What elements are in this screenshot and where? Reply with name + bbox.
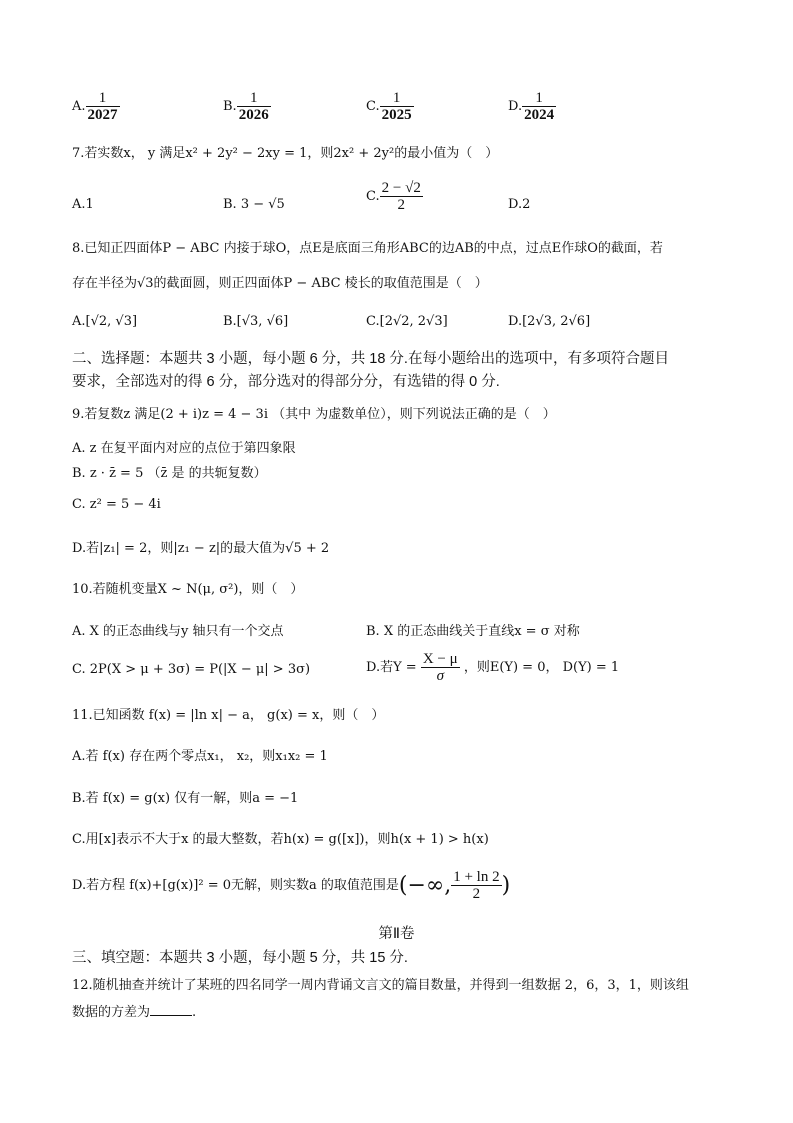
option-letter: B. — [223, 99, 237, 114]
fraction-numerator: 1 — [86, 90, 120, 107]
q9-option-d: D.若|z₁| = 2，则|z₁ − z|的最大值为√5 + 2 — [72, 541, 330, 556]
q10-option-d — [366, 651, 619, 684]
q11-option-b: B.若 f(x) = g(x) 仅有一解，则a = −1 — [72, 791, 299, 806]
option-letter: C. — [366, 189, 380, 204]
fraction-numerator: 2 − √2 — [381, 180, 421, 196]
q6-option-d — [508, 90, 556, 123]
q9-option-c: C. z² = 5 − 4i — [72, 497, 161, 512]
fraction-denominator: σ — [436, 668, 444, 684]
q9-stem: 9.若复数z 满足(2 + i)z = 4 − 3i （其中 为虚数单位），则下列说法正确的是（ ） — [72, 407, 556, 422]
q6-option-a — [72, 90, 120, 123]
option-letter: A. — [72, 99, 86, 114]
q7-option-d: D.2 — [508, 197, 531, 212]
q11-option-d — [72, 869, 510, 902]
q10-option-c: C. 2P(X > μ + 3σ) = P(|X − μ| > 3σ) — [72, 662, 311, 677]
range-open: (−∞, — [398, 873, 452, 898]
option-letter: D. — [508, 99, 523, 114]
section2-heading-line2: 要求，全部选对的得 6 分，部分选对的得部分分，有选错的得 0 分. — [72, 374, 500, 390]
option-letter: C. — [366, 99, 380, 114]
option-text: ，则E(Y) = 0， D(Y) = 1 — [463, 660, 620, 675]
answer-blank[interactable] — [150, 1015, 192, 1016]
fraction-denominator: 2024 — [524, 107, 555, 123]
option-text: D.若Y = — [366, 660, 417, 675]
q6-option-a-fraction — [86, 90, 120, 123]
q12-stem-line1: 12.随机抽查并统计了某班的四名同学一周内背诵文言文的篇目数量，并得到一组数据 2，6，3，1，则该组 — [72, 978, 689, 993]
q12-period: . — [192, 1005, 197, 1020]
q7-option-b: B. 3 − √5 — [223, 197, 285, 212]
q6-option-c-fraction — [380, 90, 414, 123]
q8-option-a: A.[√2, √3] — [72, 314, 138, 329]
q11-option-c: C.用[x]表示不大于x 的最大整数，若h(x) = g([x])，则h(x + 1) > h(x) — [72, 832, 489, 847]
q12-text: 数据的方差为 — [72, 1005, 151, 1020]
q10-stem: 10.若随机变量X ~ N(μ, σ²)，则（ ） — [72, 582, 304, 597]
q10-option-b: B. X 的正态曲线关于直线x = σ 对称 — [366, 624, 580, 639]
q12-stem-line2 — [72, 1001, 196, 1020]
q8-option-c: C.[2√2, 2√3] — [366, 314, 448, 329]
fraction-numerator: 1 + ln 2 — [453, 869, 500, 885]
q6-option-b-fraction — [237, 90, 271, 123]
q11-stem: 11.已知函数 f(x) = |ln x| − a， g(x) = x，则（ ） — [72, 708, 385, 723]
fraction-numerator: 1 — [522, 90, 556, 107]
q8-option-d: D.[2√3, 2√6] — [508, 314, 591, 329]
fraction-numerator: 1 — [237, 90, 271, 107]
q7-option-c-fraction — [380, 180, 423, 213]
fraction-denominator: 2025 — [381, 107, 412, 123]
q10-option-d-fraction — [421, 651, 460, 684]
fraction-denominator: 2027 — [87, 107, 118, 123]
q7-stem: 7.若实数x， y 满足x² + 2y² − 2xy = 1，则2x² + 2y²的最小值为（ ） — [72, 146, 499, 161]
q6-option-d-fraction — [522, 90, 556, 123]
q9-option-b: B. z · z̄ = 5 （z̄ 是 的共轭复数） — [72, 466, 267, 481]
fraction-numerator: 1 — [380, 90, 414, 107]
q10-option-a: A. X 的正态曲线与y 轴只有一个交点 — [72, 624, 284, 639]
q7-option-a: A.1 — [72, 197, 94, 212]
q11-option-a: A.若 f(x) 存在两个零点x₁， x₂，则x₁x₂ = 1 — [72, 749, 328, 764]
fraction-denominator: 2026 — [238, 107, 269, 123]
q8-stem-line2: 存在半径为√3的截面圆，则正四面体P − ABC 棱长的取值范围是（ ） — [72, 276, 488, 291]
fraction-denominator: 2 — [472, 886, 481, 902]
fraction-denominator: 2 — [397, 197, 405, 213]
q8-stem-line1: 8.已知正四面体P − ABC 内接于球O，点E是底面三角形ABC的边AB的中点，过点E作球O的截面，若 — [72, 241, 663, 256]
q8-option-b: B.[√3, √6] — [223, 314, 289, 329]
q9-option-a: A. z 在复平面内对应的点位于第四象限 — [72, 441, 296, 456]
option-text: D.若方程 f(x)+[g(x)]² = 0无解，则实数a 的取值范围是 — [72, 878, 399, 893]
range-close: ) — [501, 873, 511, 898]
q6-option-b — [223, 90, 271, 123]
q6-option-c — [366, 90, 414, 123]
fraction-numerator: X − μ — [422, 651, 458, 667]
part2-title: 第Ⅱ卷 — [378, 926, 415, 942]
section3-heading: 三、填空题：本题共 3 小题，每小题 5 分，共 15 分. — [72, 950, 408, 966]
section2-heading-line1: 二、选择题：本题共 3 小题，每小题 6 分，共 18 分.在每小题给出的选项中，有多项符合题目 — [72, 351, 669, 367]
q7-option-c — [366, 180, 423, 213]
q11-option-d-fraction — [451, 869, 501, 902]
